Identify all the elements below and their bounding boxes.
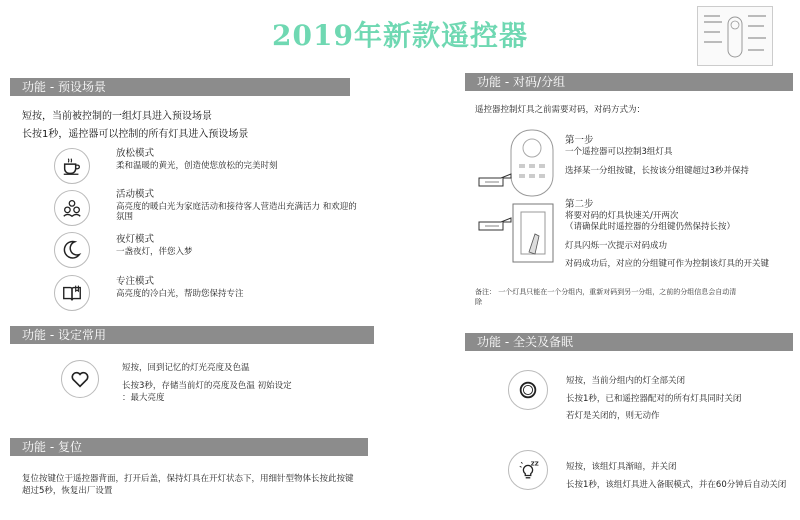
coffee-cup-icon bbox=[61, 155, 83, 177]
favorite-setting-button[interactable] bbox=[61, 360, 99, 398]
mode-relax-desc: 柔和温暖的黄光，创造使您放松的完美时刻 bbox=[116, 161, 278, 171]
scene-line-1: 短按，当前被控制的一组灯具进入预设场景 bbox=[22, 111, 212, 122]
step1-line-1: 一个遥控器可以控制3组灯具 bbox=[565, 147, 673, 157]
mode-night-desc: 一盏夜灯，伴您入梦 bbox=[116, 247, 193, 257]
sleep-button[interactable] bbox=[508, 450, 548, 490]
reset-line-1: 复位按键位于遥控器背面，打开后盖，保持灯具在开灯状态下，用细针型物体长按此按键 bbox=[22, 474, 354, 484]
onoff-b-line-2: 长按1秒，该组灯具进入备眠模式，并在60分钟后自动关闭 bbox=[566, 480, 787, 490]
power-ring-icon bbox=[517, 379, 539, 401]
step2-line-3: 灯具闪烁一次提示对码成功 bbox=[565, 241, 668, 251]
open-book-icon bbox=[61, 282, 83, 304]
wall-switch-icon bbox=[513, 204, 553, 262]
step2-illustration bbox=[475, 200, 565, 270]
step2-line-2: （请确保此时遥控器的分组键仍然保持长按） bbox=[565, 222, 736, 232]
activity-mode-button[interactable] bbox=[54, 190, 90, 226]
all-off-button[interactable] bbox=[508, 370, 548, 410]
crescent-moon-icon bbox=[61, 239, 83, 261]
mode-activity-desc-2: 氛围 bbox=[116, 212, 134, 222]
pairing-note-line-1: 备注： 一个灯具只能在一个分组内，重新对码到另一分组，之前的分组信息会自动清 bbox=[475, 288, 737, 296]
onoff-a-line-2: 长按1秒，已和遥控器配对的所有灯具同时关闭 bbox=[566, 394, 742, 404]
mode-focus-name: 专注模式 bbox=[116, 276, 155, 287]
night-mode-button[interactable] bbox=[54, 232, 90, 268]
focus-mode-button[interactable] bbox=[54, 275, 90, 311]
layout-thumbnail bbox=[697, 6, 773, 66]
people-group-icon bbox=[61, 197, 83, 219]
section-header-onoff: 功能 - 全关及备眠 bbox=[465, 333, 793, 351]
section-header-reset: 功能 - 复位 bbox=[10, 438, 368, 456]
setting-line-3: ：最大亮度 bbox=[122, 393, 165, 403]
step2-line-1: 将要对码的灯具快速关/开两次 bbox=[565, 211, 679, 221]
mode-activity-desc: 高亮度的暖白光为家庭活动和接待客人营造出充满活力 和欢迎的 bbox=[116, 202, 357, 212]
step2-title: 第二步 bbox=[565, 199, 594, 210]
onoff-b-line-1: 短按，该组灯具渐暗，并关闭 bbox=[566, 462, 677, 472]
scene-line-2: 长按1秒，遥控器可以控制的所有灯具进入预设场景 bbox=[22, 129, 249, 140]
section-header-scene: 功能 - 预设场景 bbox=[10, 78, 350, 96]
mode-relax-name: 放松模式 bbox=[116, 148, 155, 159]
step2-line-4: 对码成功后，对应的分组键可作为控制该灯具的开关键 bbox=[565, 259, 770, 269]
bulb-sleep-icon bbox=[517, 459, 539, 481]
mode-focus-desc: 高亮度的冷白光，帮助您保持专注 bbox=[116, 289, 244, 299]
setting-line-2: 长按3秒，存储当前灯的亮度及色温 初始设定 bbox=[122, 381, 292, 391]
onoff-a-line-3: 若灯是关闭的，则无动作 bbox=[566, 411, 660, 421]
setting-line-1: 短按，回到记忆的灯光亮度及色温 bbox=[122, 363, 250, 373]
heart-icon bbox=[69, 368, 91, 390]
mode-night-name: 夜灯模式 bbox=[116, 234, 155, 245]
step1-illustration bbox=[475, 128, 565, 200]
pointing-hand-icon bbox=[479, 174, 511, 186]
mode-activity-name: 活动模式 bbox=[116, 189, 155, 200]
reset-line-2: 超过5秒，恢复出厂设置 bbox=[22, 486, 113, 496]
pairing-note-line-2: 除 bbox=[475, 298, 482, 306]
page-title: 2019年新款遥控器 bbox=[272, 19, 528, 52]
remote-control-icon bbox=[511, 130, 553, 196]
section-header-pairing: 功能 - 对码/分组 bbox=[465, 73, 793, 91]
step1-title: 第一步 bbox=[565, 135, 594, 146]
zz-label: ZZ bbox=[530, 461, 539, 468]
onoff-a-line-1: 短按，当前分组内的灯全部关闭 bbox=[566, 376, 686, 386]
step1-line-2: 选择某一分组按键，长按该分组键超过3秒并保持 bbox=[565, 166, 749, 176]
section-header-setting: 功能 - 设定常用 bbox=[10, 326, 374, 344]
pairing-intro: 遥控器控制灯具之前需要对码，对码方式为： bbox=[475, 105, 646, 115]
relax-mode-button[interactable] bbox=[54, 148, 90, 184]
